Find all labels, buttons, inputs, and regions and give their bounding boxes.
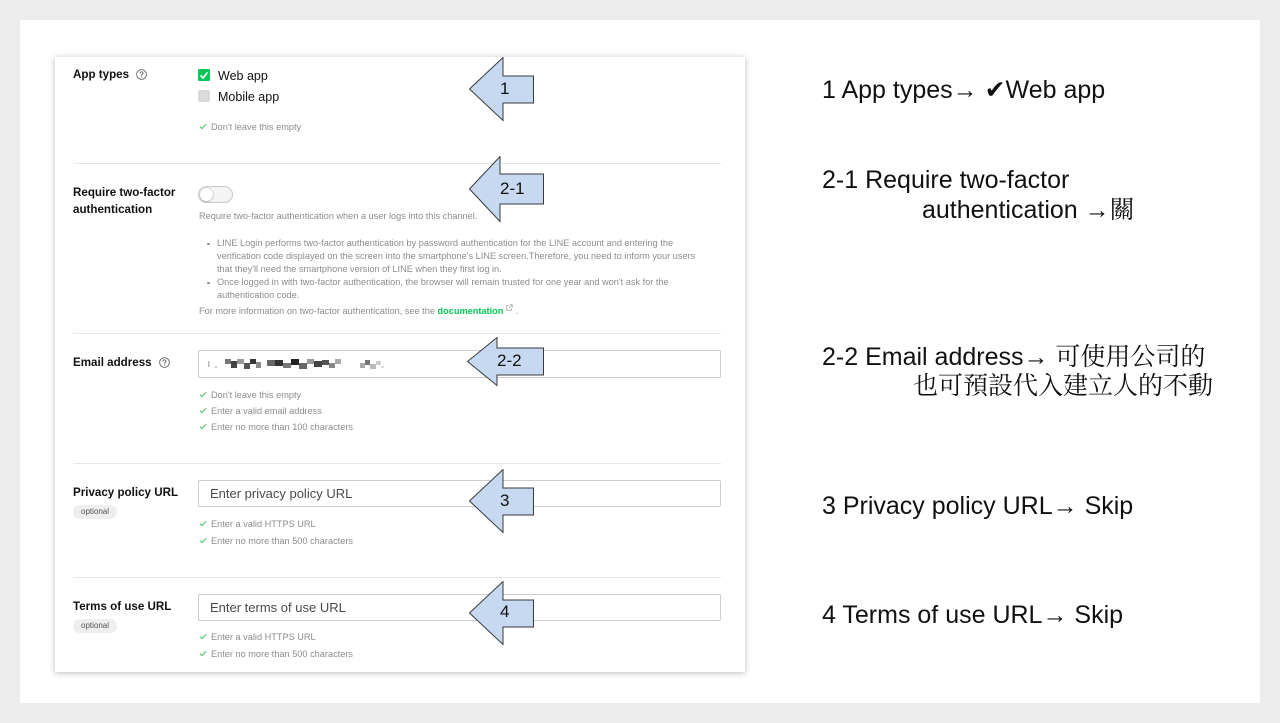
privacy-policy-label: Privacy policy URL xyxy=(73,486,179,499)
annotation-two-factor-line1: 2-1 Require two-factor xyxy=(822,166,1070,194)
optional-badge: optional xyxy=(73,619,117,633)
terms-of-use-label: Terms of use URL xyxy=(73,600,172,613)
two-factor-label-line2: authentication xyxy=(73,203,153,216)
validation-item xyxy=(199,649,353,660)
validation-text: Enter no more than 500 characters xyxy=(211,649,353,659)
validation-text: Don't leave this empty xyxy=(211,390,302,400)
check-icon xyxy=(199,123,207,130)
two-factor-more-info xyxy=(199,304,518,317)
validation-item xyxy=(199,632,316,643)
app-types-label xyxy=(73,68,147,82)
list-item-text: LINE Login performs two-factor authentication by password authentication for the LINE account and entering the verification code displayed on the screen into the smartphone's LINE screen.Therefore, you need to inform your users that they'll need the smartphone version of LINE when they first log in. xyxy=(217,238,696,274)
validation-text: Enter a valid HTTPS URL xyxy=(211,632,316,642)
callout-label: 2-1 xyxy=(500,179,525,198)
callout-label: 4 xyxy=(500,602,510,621)
validation-item xyxy=(199,536,353,547)
web-app-checkbox[interactable] xyxy=(198,69,210,81)
validation-text: Don't leave this empty xyxy=(211,122,302,132)
annotation-email-line1: 2-2 Email address→ 可使用公司的 xyxy=(822,343,1206,371)
annotation-terms-of-use: 4 Terms of use URL→ Skip xyxy=(822,601,1124,629)
validation-item xyxy=(199,406,322,417)
check-icon xyxy=(199,423,207,430)
app-types-label-text: App types xyxy=(73,68,130,81)
section-divider xyxy=(73,463,721,464)
callout-label: 1 xyxy=(500,79,510,98)
callout-label: 2-2 xyxy=(497,351,522,370)
callout-arrow-4 xyxy=(469,581,535,646)
validation-text: Enter a valid email address xyxy=(211,406,322,416)
checkmark-icon xyxy=(199,71,209,80)
section-divider xyxy=(73,333,721,334)
terms-of-use-url-input[interactable] xyxy=(198,594,721,621)
two-factor-description: Require two-factor authentication when a user logs into this channel. xyxy=(199,211,478,221)
blurred-email-value xyxy=(205,357,395,373)
email-label-text: Email address xyxy=(73,356,152,369)
annotation-email-line2: 也可預設代入建立人的不動 xyxy=(912,372,1213,400)
more-info-text: For more information on two-factor authentication, see the xyxy=(199,306,435,316)
callout-label: 3 xyxy=(500,491,510,510)
optional-badge: optional xyxy=(73,505,117,519)
web-app-label[interactable]: Web app xyxy=(218,69,268,83)
two-factor-toggle[interactable] xyxy=(198,186,233,203)
list-item xyxy=(206,237,709,276)
privacy-policy-url-input[interactable] xyxy=(198,480,721,507)
external-link-icon[interactable] xyxy=(506,304,513,311)
section-divider xyxy=(73,163,721,164)
annotation-privacy-policy: 3 Privacy policy URL→ Skip xyxy=(822,492,1134,520)
validation-item xyxy=(199,390,301,401)
callout-arrow-2-1 xyxy=(469,156,545,223)
mobile-app-checkbox[interactable] xyxy=(198,90,210,102)
callout-arrow-1 xyxy=(469,57,535,122)
section-divider xyxy=(73,577,721,578)
mobile-app-label[interactable]: Mobile app xyxy=(218,90,280,104)
channel-settings-form xyxy=(55,57,745,672)
help-circle-icon[interactable] xyxy=(136,69,147,80)
help-circle-icon[interactable] xyxy=(159,357,170,368)
email-label xyxy=(73,356,170,370)
list-item-text: Once logged in with two-factor authentication, the browser will remain trusted for one year and won't ask for the authentication code. xyxy=(217,277,669,300)
annotation-app-types: 1 App types→ ✔Web app xyxy=(822,76,1106,104)
validation-item xyxy=(199,519,316,530)
check-icon xyxy=(199,391,207,398)
check-icon xyxy=(199,520,207,527)
list-item xyxy=(206,276,709,302)
check-icon xyxy=(199,650,207,657)
callout-arrow-2-2 xyxy=(467,337,545,387)
validation-item xyxy=(199,422,353,433)
callout-arrow-3 xyxy=(469,469,535,534)
bullet-dot xyxy=(207,243,210,246)
check-icon xyxy=(199,633,207,640)
documentation-link[interactable]: documentation xyxy=(437,306,504,316)
toggle-knob xyxy=(200,188,213,201)
email-field[interactable] xyxy=(198,350,721,378)
annotation-two-factor-line2: authentication →關 xyxy=(922,196,1135,224)
check-icon xyxy=(199,537,207,544)
two-factor-notes xyxy=(206,237,709,302)
two-factor-label-line1: Require two-factor xyxy=(73,186,176,199)
check-icon xyxy=(199,407,207,414)
validation-text: Enter a valid HTTPS URL xyxy=(211,519,316,529)
validation-text: Enter no more than 500 characters xyxy=(211,536,353,546)
more-info-suffix: . xyxy=(515,306,519,316)
bullet-dot xyxy=(207,282,210,285)
validation-item xyxy=(199,122,301,133)
validation-text: Enter no more than 100 characters xyxy=(211,422,353,432)
